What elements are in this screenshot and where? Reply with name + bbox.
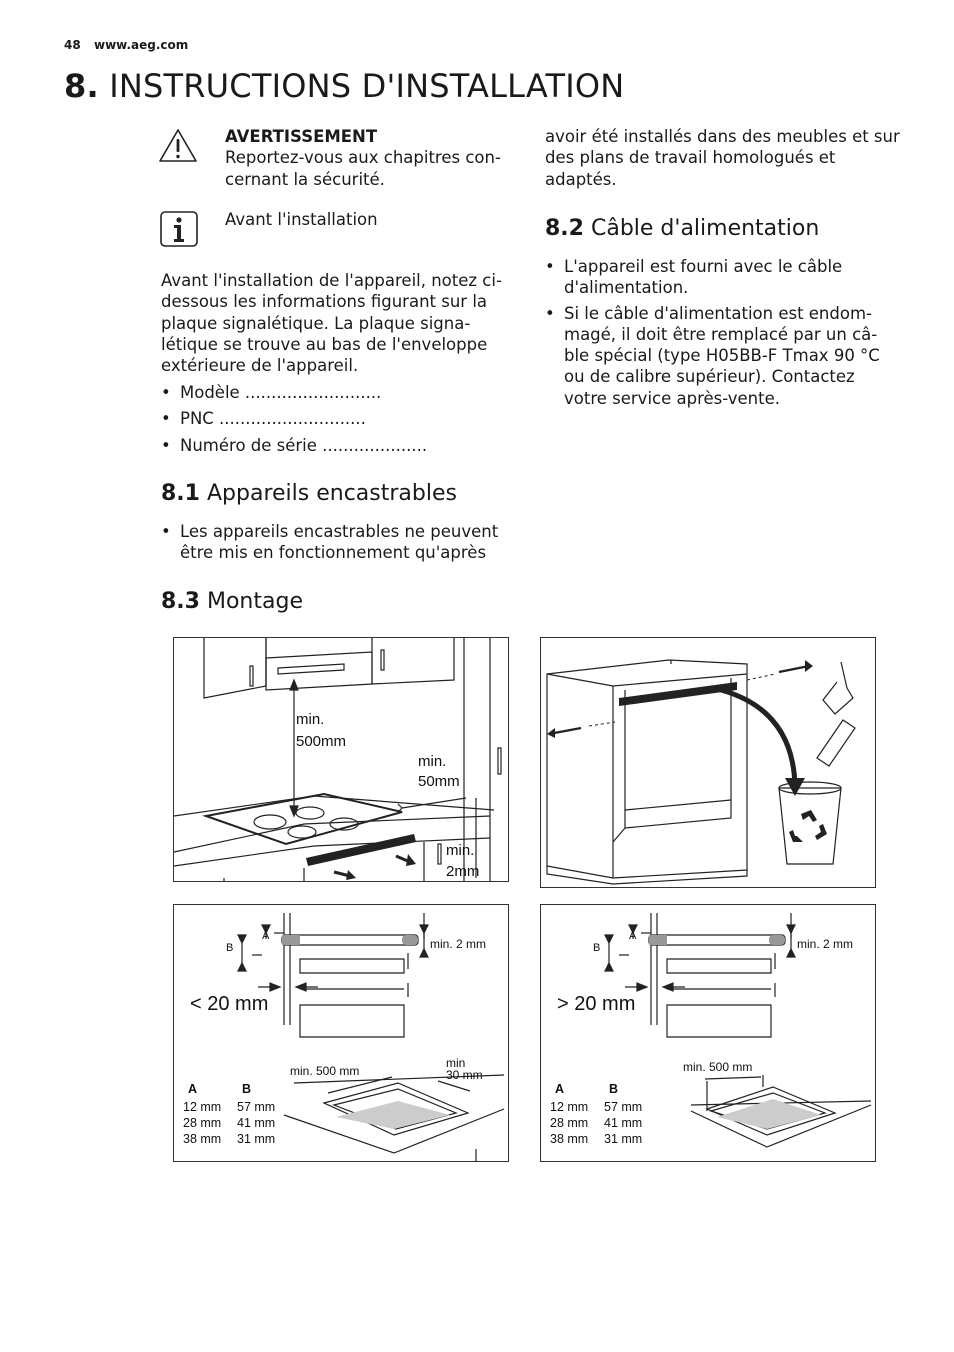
page-title [64,66,624,106]
table-cell: 31 mm [604,1132,643,1146]
website-link[interactable]: www.aeg.com [94,38,189,52]
rating-plate-list [161,382,511,456]
label-min-50mm-line1: min. [418,753,447,770]
figure-cutout-less-20mm [173,904,509,1162]
table-cell: 38 mm [550,1132,589,1146]
table-cell: 31 mm [237,1132,276,1146]
table-head-a: A [188,1082,198,1096]
list-item: • PNC ............................ [161,408,511,429]
label-min-30mm-line2: 30 mm [446,1068,483,1082]
dimension-table [183,1082,275,1146]
section-8-1-list [161,521,511,564]
table-cell: 41 mm [604,1116,643,1130]
continuation-paragraph: avoir été installés dans des meubles et sur des plans de travail homologués et adaptés. [545,127,900,189]
label-min-2mm-line2: 2mm [446,863,480,880]
table-cell: 57 mm [604,1100,643,1114]
label-min-50mm-line2: 50mm [418,773,460,790]
recycling-icon [789,810,827,842]
label-a: A [262,930,270,942]
figure-cutout-more-20mm [540,904,876,1162]
table-cell: 28 mm [550,1116,589,1130]
label-min-2mm: min. 2 mm [430,937,487,951]
info-text: Avant l'installation [225,210,378,229]
label-min-30mm-line1: min [446,1056,466,1070]
label-min-2mm: min. 2 mm [797,937,854,951]
chapter-number: 8. [64,67,99,105]
table-cell: 41 mm [237,1116,276,1130]
info-icon [160,211,198,247]
label-gap: > 20 mm [557,993,636,1015]
table-head-a: A [555,1082,565,1096]
label-min-500mm-line1: min. [296,711,325,728]
label-min-500mm-line2: 500mm [296,733,347,750]
label-min-2mm-line1: min. [446,842,475,859]
section-heading-8-3: 8.3 Montage [161,589,303,614]
table-cell: 12 mm [550,1100,589,1114]
section-heading-8-2: 8.2 Câble d'alimentation [545,216,820,241]
table-cell: 28 mm [183,1116,222,1130]
chapter-title: INSTRUCTIONS D'INSTALLATION [109,67,625,105]
page-number: 48 [64,38,81,52]
label-b: B [226,942,234,954]
table-cell: 57 mm [237,1100,276,1114]
label-min-500mm: min. 500 mm [290,1064,360,1078]
table-cell: 38 mm [183,1132,222,1146]
section-heading-8-1: 8.1 Appareils encastrables [161,481,457,506]
label-b: B [593,942,601,954]
table-head-b: B [609,1082,619,1096]
label-a: A [629,930,637,942]
section-8-2-list [545,256,900,409]
label-min-500mm: min. 500 mm [683,1060,753,1074]
list-item: • L'appareil est fourni avec le câble d'alimentation. [545,256,900,299]
figure-kitchen-clearances [173,637,509,882]
table-cell: 12 mm [183,1100,222,1114]
warning-block [225,126,515,190]
label-gap: < 20 mm [190,993,269,1015]
list-item: • Les appareils encastrables ne peuvent être mis en fonctionnement qu'après [161,521,511,564]
list-item: • Modèle .......................... [161,382,511,403]
warning-heading: AVERTISSEMENT [225,127,378,146]
figure-cabinet-recycling [540,637,876,888]
table-head-b: B [242,1082,252,1096]
list-item: • Numéro de série .................... [161,435,511,456]
intro-paragraph: Avant l'installation de l'appareil, notez ci-dessous les informations figurant sur la plaque signalétique. La plaque signa-létique se trouve au bas de l'enveloppe extérieure de l'appareil. [161,271,502,376]
warning-text: Reportez-vous aux chapitres con-cernant la sécurité. [225,148,501,189]
dimension-table [550,1082,642,1146]
list-item: • Si le câble d'alimentation est endom-magé, il doit être remplacé par un câ-ble spécial (type H05BB-F Tmax 90 °C ou de calibre supérieur). Contactez votre service après-vente. [545,303,900,409]
warning-triangle-icon [158,127,198,163]
